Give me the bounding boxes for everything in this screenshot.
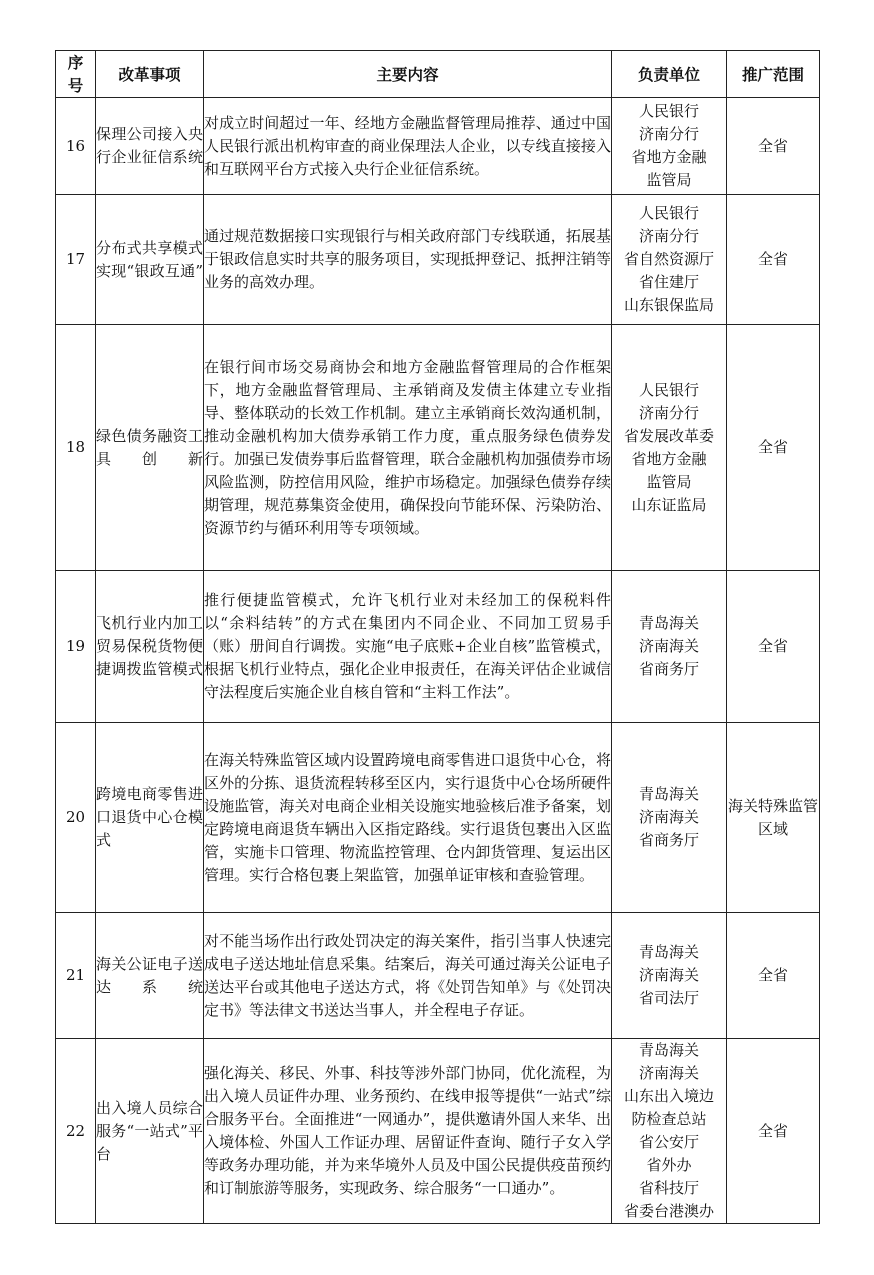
unit-line: 省外办 xyxy=(646,1156,692,1174)
unit-line: 济南海关 xyxy=(638,966,699,984)
unit-line: 青岛海关 xyxy=(638,943,699,961)
table-row xyxy=(56,1039,820,1224)
unit-line: 省商务厅 xyxy=(638,831,699,849)
table-row xyxy=(56,571,820,723)
header-row xyxy=(56,51,820,98)
main-content: 通过规范数据接口实现银行与相关政府部门专线联通，拓展基于银政信息实时共享的服务项目，实现抵押登记、抵押注销等业务的高效办理。 xyxy=(204,195,612,325)
unit-line: 济南海关 xyxy=(638,808,699,826)
unit-line: 防检查总站 xyxy=(631,1110,707,1128)
table-row xyxy=(56,723,820,913)
unit-line: 省司法厅 xyxy=(638,989,699,1007)
unit-line: 山东银保监局 xyxy=(623,296,714,314)
unit-line: 济南分行 xyxy=(638,125,699,143)
promotion-scope: 全省 xyxy=(727,98,820,195)
table-row xyxy=(56,195,820,325)
unit-line: 省住建厅 xyxy=(638,273,699,291)
promotion-scope: 全省 xyxy=(727,1039,820,1224)
unit-line: 省委台港澳办 xyxy=(623,1202,714,1220)
row-number: 16 xyxy=(56,98,96,195)
responsible-units xyxy=(612,723,727,913)
unit-line: 省公安厅 xyxy=(638,1133,699,1151)
responsible-units xyxy=(612,571,727,723)
reform-item: 飞机行业内加工贸易保税货物便捷调拨监管模式 xyxy=(96,571,204,723)
unit-line: 省地方金融 xyxy=(631,148,707,166)
promotion-scope: 海关特殊监管区域 xyxy=(727,723,820,913)
table-row xyxy=(56,913,820,1039)
unit-line: 山东证监局 xyxy=(631,495,707,514)
unit-line: 青岛海关 xyxy=(638,614,699,632)
unit-line: 青岛海关 xyxy=(638,785,699,803)
main-content: 推行便捷监管模式，允许飞机行业对未经加工的保税料件以“余料结转”的方式在集团内不同企业、不同加工贸易手（账）册间自行调拨。实施“电子底账+企业自核”监管模式，根据飞机行业特点，强化企业申报责任，在海关评估企业诚信守法程度后实施企业自核自管和“主料工作法”。 xyxy=(204,571,612,723)
header-content: 主要内容 xyxy=(204,51,612,98)
responsible-units xyxy=(612,98,727,195)
main-content: 在银行间市场交易商协会和地方金融监督管理局的合作框架下，地方金融监督管理局、主承销商及发债主体建立专业指导、整体联动的长效工作机制。建立主承销商长效沟通机制，推动金融机构加大债券承销工作力度，重点服务绿色债券发行。加强已发债券事后监督管理，联合金融机构加强债券市场风险监测，防控信用风险，维护市场稳定。加强绿色债券存续期管理，规范募集资金使用，确保投向节能环保、污染防治、资源节约与循环利用等专项领域。 xyxy=(204,325,612,571)
row-number: 19 xyxy=(56,571,96,723)
table-row xyxy=(56,325,820,571)
table-row xyxy=(56,98,820,195)
unit-line: 济南分行 xyxy=(638,403,699,422)
reform-table xyxy=(55,50,820,1224)
row-number: 18 xyxy=(56,325,96,571)
reform-item: 出入境人员综合服务“一站式”平台 xyxy=(96,1039,204,1224)
main-content: 在海关特殊监管区域内设置跨境电商零售进口退货中心仓，将区外的分拣、退货流程转移至区内，实行退货中心仓场所硬件设施监管，海关对电商企业相关设施实地验核后准予备案，划定跨境电商退货车辆出入区指定路线。实行退货包裹出入区监管，实施卡口管理、物流监控管理、仓内卸货管理、复运出区管理。实行合格包裹上架监管，加强单证审核和查验管理。 xyxy=(204,723,612,913)
row-number: 20 xyxy=(56,723,96,913)
responsible-units xyxy=(612,195,727,325)
reform-item: 跨境电商零售进口退货中心仓模式 xyxy=(96,723,204,913)
promotion-scope: 全省 xyxy=(727,571,820,723)
row-number: 22 xyxy=(56,1039,96,1224)
unit-line: 省科技厅 xyxy=(638,1179,699,1197)
main-content: 强化海关、移民、外事、科技等涉外部门协同，优化流程，为出入境人员证件办理、业务预约、在线申报等提供“一站式”综合服务平台。全面推进“一网通办”，提供邀请外国人来华、出入境体检、外国人工作证办理、居留证件查询、随行子女入学等政务办理功能，并为来华境外人员及中国公民提供疫苗预约和订制旅游等服务，实现政务、综合服务“一口通办”。 xyxy=(204,1039,612,1224)
header-unit: 负责单位 xyxy=(612,51,727,98)
header-no: 序号 xyxy=(56,51,96,98)
row-number: 17 xyxy=(56,195,96,325)
main-content: 对不能当场作出行政处罚决定的海关案件，指引当事人快速完成电子送达地址信息采集。结案后，海关可通过海关公证电子送达平台或其他电子送达方式，将《处罚告知单》与《处罚决定书》等法律文书送达当事人，并全程电子存证。 xyxy=(204,913,612,1039)
unit-line: 人民银行 xyxy=(638,102,699,120)
header-scope: 推广范围 xyxy=(727,51,820,98)
responsible-units xyxy=(612,325,727,571)
unit-line: 监管局 xyxy=(646,472,692,491)
header-item: 改革事项 xyxy=(96,51,204,98)
reform-item: 分布式共享模式实现“银政互通” xyxy=(96,195,204,325)
unit-line: 人民银行 xyxy=(638,380,699,399)
unit-line: 省发展改革委 xyxy=(623,426,714,445)
promotion-scope: 全省 xyxy=(727,325,820,571)
responsible-units xyxy=(612,1039,727,1224)
row-number: 21 xyxy=(56,913,96,1039)
unit-line: 青岛海关 xyxy=(638,1041,699,1059)
unit-line: 省商务厅 xyxy=(638,660,699,678)
main-content: 对成立时间超过一年、经地方金融监督管理局推荐、通过中国人民银行派出机构审查的商业保理法人企业，以专线直接接入和互联网平台方式接入央行企业征信系统。 xyxy=(204,98,612,195)
promotion-scope: 全省 xyxy=(727,195,820,325)
reform-item: 保理公司接入央行企业征信系统 xyxy=(96,98,204,195)
unit-line: 济南海关 xyxy=(638,1064,699,1082)
unit-line: 济南分行 xyxy=(638,227,699,245)
promotion-scope: 全省 xyxy=(727,913,820,1039)
unit-line: 省地方金融 xyxy=(631,449,707,468)
unit-line: 人民银行 xyxy=(638,204,699,222)
unit-line: 省自然资源厅 xyxy=(623,250,714,268)
unit-line: 山东出入境边 xyxy=(623,1087,714,1105)
reform-item: 海关公证电子送达系统 xyxy=(96,913,204,1039)
unit-line: 济南海关 xyxy=(638,637,699,655)
responsible-units xyxy=(612,913,727,1039)
unit-line: 监管局 xyxy=(646,171,692,189)
reform-item: 绿色债务融资工具创新 xyxy=(96,325,204,571)
